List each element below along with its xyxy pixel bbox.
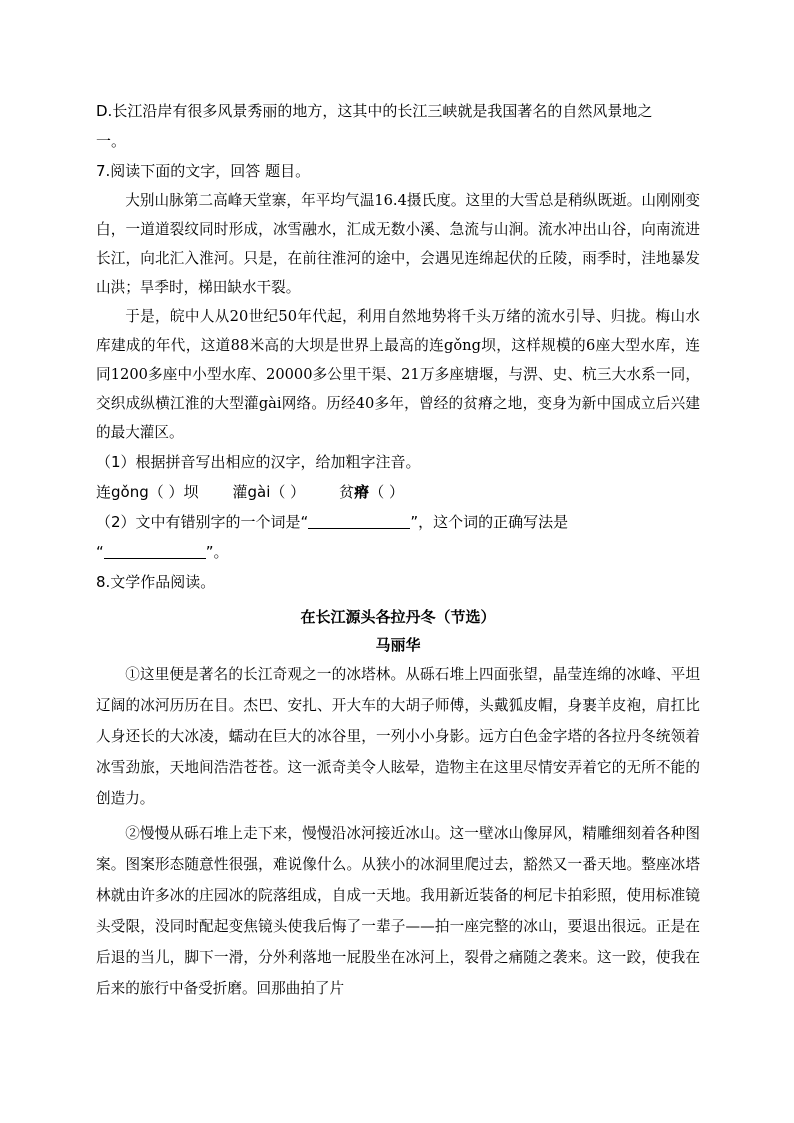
q7-passage-paragraph-2: 于是，皖中人从20世纪50年代起，利用自然地势将千头万绪的流水引导、归拢。梅山水库建成的年代，这道88米高的大坝是世界上最高的连gǒng坝，这样规模的6座大型水库，连同1200多座中小型水库、20000多公里干渠、21万多座塘堰，与淠、史、杭三大水系一同，交织成纵横江淮的大型灌gài网络。历经40多年，曾经的贫瘠之地，变身为新中国成立后兴建的最大灌区。 <box>96 308 700 441</box>
answer-blank-correct-word[interactable] <box>104 544 206 559</box>
q7-subquestion-2-line2: “ ”。 <box>96 543 229 561</box>
question-8-heading: 8.文学作品阅读。 <box>96 573 216 591</box>
q8-paragraph-2: ②慢慢从砾石堆上走下来，慢慢沿冰河接近冰山。这一壁冰山像屏风，精雕细刻着各种图案。图案形态随意性很强，难说像什么。从狭小的冰洞里爬过去，豁然又一番天地。整座冰塔林就由许多冰的庄园冰的院落组成，自成一天地。我用新近装备的柯尼卡拍彩照，使用标准镜头受限，没同时配起变焦镜头使我后悔了一辈子——拍一座完整的冰山，要退出很远。正是在后退的当儿，脚下一滑，分外利落地一屁股坐在冰河上，裂骨之痛随之袭来。这一跤，使我在后来的旅行中备受折磨。回那曲拍了片 <box>96 825 700 997</box>
page-content <box>96 96 700 1004</box>
fill-blank-gai: 灌gài（ ） <box>232 483 306 501</box>
q8-paragraph-1: ①这里便是著名的长江奇观之一的冰塔林。从砾石堆上四面张望，晶莹连绵的冰峰、平坦辽阔的冰河历历在目。杰巴、安扎、开大车的大胡子师傅，头戴狐皮帽，身裹羊皮袍，肩扛比人身还长的大冰凌，蠕动在巨大的冰谷里，一列小小身影。远方白色金字塔的各拉丹冬统领着冰雪劲旅，天地间浩浩苍苍。这一派奇美令人眩晕，造物主在这里尽情安弄着它的无所不能的创造力。 <box>96 666 700 807</box>
fill-blank-ji: 贫瘠（ ） <box>339 483 404 501</box>
q7-subquestion-1: （1）根据拼音写出相应的汉字，给加粗字注音。 <box>96 453 421 471</box>
q7-subquestion-2: （2）文中有错别字的一个词是“ ”，这个词的正确写法是 <box>96 513 569 531</box>
option-d-line2: 一。 <box>96 132 127 150</box>
fill-blank-gong: 连gǒng（ ）坝 <box>96 483 199 501</box>
answer-blank-wrong-word[interactable] <box>308 514 410 529</box>
q7-passage-paragraph-1: 大别山脉第二高峰天堂寨，年平均气温16.4摄氏度。这里的大雪总是稍纵既逝。山刚刚变白，一道道裂纹同时形成，冰雪融水，汇成无数小溪、急流与山涧。流水冲出山谷，向南流进长江，向北汇入淮河。只是，在前往淮河的途中，会遇见连绵起伏的丘陵，雨季时，洼地暴发山洪；旱季时，梯田缺水干裂。 <box>96 192 700 296</box>
passage-title: 在长江源头各拉丹冬（节选） <box>300 608 496 626</box>
option-d-line1: D.长江沿岸有很多风景秀丽的地方，这其中的长江三峡就是我国著名的自然风景地之 <box>96 102 653 120</box>
passage-author: 马丽华 <box>375 636 421 654</box>
q7-fill-row <box>96 477 700 507</box>
question-7-heading: 7.阅读下面的文字，回答 题目。 <box>96 162 311 180</box>
